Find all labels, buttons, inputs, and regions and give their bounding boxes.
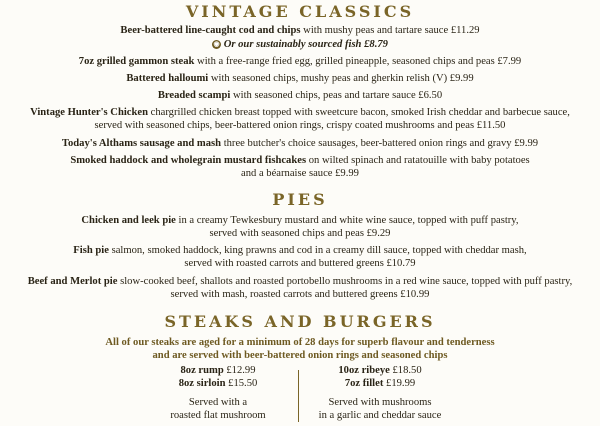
item-name: Chicken and leek pie	[81, 215, 176, 226]
vintage-classics-section	[0, 2, 600, 21]
steaks-right-column	[290, 364, 470, 422]
item-name: Vintage Hunter's Chicken	[30, 107, 148, 118]
vintage-item-sustainable-fish	[0, 38, 600, 51]
item-desc-line2: served with seasoned chips and peas £9.29	[209, 228, 391, 239]
steaks-section	[0, 312, 600, 331]
steak-name: 8oz rump	[180, 365, 224, 376]
item-desc-line2: served with roasted carrots and buttered greens £10.79	[184, 258, 416, 269]
vintage-item-halloumi	[0, 72, 600, 85]
item-name: Battered halloumi	[126, 73, 209, 84]
item-desc: with mushy peas and tartare sauce £11.29	[300, 25, 480, 36]
item-name: Beer-battered line-caught cod and chips	[120, 25, 301, 36]
vintage-item-hunters-chicken	[0, 106, 600, 132]
item-desc: with a free-range fried egg, grilled pineapple, seasoned chips and peas £7.99	[194, 56, 522, 67]
steak-name: 8oz sirloin	[178, 378, 226, 389]
steak-note-line2: roasted flat mushroom	[170, 410, 266, 421]
steak-price: £12.99	[223, 365, 256, 376]
sustainable-fish-icon: ◉	[213, 40, 220, 48]
vintage-item-cod	[0, 24, 600, 37]
steak-item	[128, 364, 308, 377]
steak-name: 7oz fillet	[344, 378, 384, 389]
pies-section	[0, 190, 600, 209]
steak-item	[290, 364, 470, 377]
steaks-columns	[0, 364, 600, 424]
item-desc-line2: served with seasoned chips, beer-battered onion rings, crispy coated mushrooms and peas £11.50	[94, 120, 506, 131]
item-name: Beef and Merlot pie	[27, 276, 118, 287]
item-desc: on wilted spinach and ratatouille with baby potatoes	[306, 155, 530, 166]
item-name: 7oz grilled gammon steak	[78, 56, 195, 67]
steak-item	[128, 377, 308, 390]
steak-price: £18.50	[389, 365, 422, 376]
item-desc: slow-cooked beef, shallots and roasted portobello mushrooms in a red wine sauce, topped with puff pastry,	[117, 276, 573, 287]
item-name: Smoked haddock and wholegrain mustard fishcakes	[70, 155, 307, 166]
steaks-intro	[0, 336, 600, 362]
item-desc: with seasoned chips, peas and tartare sauce £6.50	[230, 90, 443, 101]
vintage-item-gammon	[0, 55, 600, 68]
item-desc-line2: served with mash, roasted carrots and buttered greens £10.99	[170, 289, 430, 300]
item-desc: chargrilled chicken breast topped with sweetcure bacon, smoked Irish cheddar and barbecue sauce,	[148, 107, 570, 118]
item-desc: Or our sustainably sourced fish £8.79	[223, 39, 388, 50]
item-name: Fish pie	[73, 245, 109, 256]
vintage-item-scampi	[0, 89, 600, 102]
vintage-item-sausage-mash	[0, 137, 600, 150]
steak-price: £15.50	[225, 378, 258, 389]
pie-item-beef-merlot	[0, 275, 600, 301]
item-desc: three butcher's choice sausages, beer-battered onion rings and gravy £9.99	[221, 138, 539, 149]
steak-note-line1: Served with a	[188, 397, 248, 408]
steak-note-line1: Served with mushrooms	[328, 397, 432, 408]
steak-note-line2: in a garlic and cheddar sauce	[318, 410, 442, 421]
steaks-intro-line2: and are served with beer-battered onion rings and seasoned chips	[152, 350, 448, 361]
section-title-pies: PIES	[272, 190, 328, 209]
steaks-intro-line1: All of our steaks are aged for a minimum of 28 days for superb flavour and tenderness	[105, 337, 495, 348]
steak-name: 10oz ribeye	[338, 365, 390, 376]
pie-item-chicken-leek	[0, 214, 600, 240]
section-title-steaks-burgers: STEAKS AND BURGERS	[164, 312, 436, 331]
steak-price: £19.99	[383, 378, 416, 389]
item-desc: salmon, smoked haddock, king prawns and cod in a creamy dill sauce, topped with cheddar mash,	[108, 245, 527, 256]
item-name: Today's Althams sausage and mash	[61, 138, 222, 149]
item-desc: in a creamy Tewkesbury mustard and white wine sauce, topped with puff pastry,	[175, 215, 519, 226]
vintage-item-fishcakes	[0, 154, 600, 180]
item-desc-line2: and a béarnaise sauce £9.99	[241, 168, 359, 179]
item-desc: with seasoned chips, mushy peas and gherkin relish (V) £9.99	[208, 73, 474, 84]
steaks-left-column	[128, 364, 308, 422]
steak-item	[290, 377, 470, 390]
item-name: Breaded scampi	[157, 90, 231, 101]
section-title-vintage-classics: VINTAGE CLASSICS	[185, 2, 415, 21]
pie-item-fish	[0, 244, 600, 270]
